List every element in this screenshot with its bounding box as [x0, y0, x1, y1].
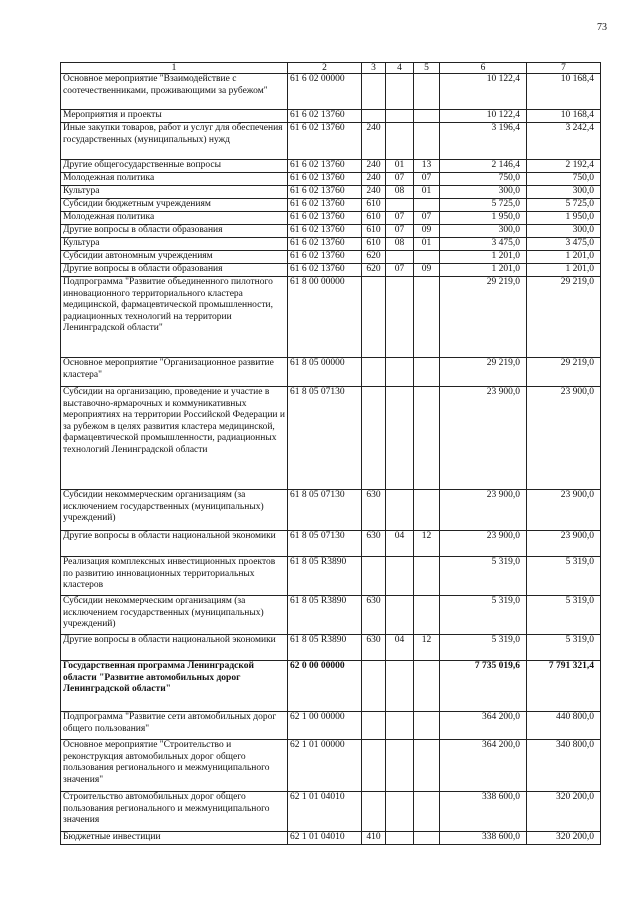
row-subsection: [414, 74, 440, 110]
row-target-code: 61 6 02 13760: [288, 160, 362, 173]
row-name: Молодежная политика: [61, 173, 288, 186]
row-amount-year-1: 338 600,0: [440, 792, 527, 832]
row-name: Молодежная политика: [61, 212, 288, 225]
row-expense-type: [362, 557, 386, 596]
row-expense-type: [362, 110, 386, 123]
row-subsection: 12: [414, 635, 440, 661]
row-expense-type: 240: [362, 173, 386, 186]
table-row: [61, 792, 601, 832]
row-target-code: 62 1 01 04010: [288, 792, 362, 832]
row-amount-year-2: 300,0: [527, 225, 601, 238]
row-target-code: 61 8 05 R3890: [288, 557, 362, 596]
table-row: [61, 225, 601, 238]
row-target-code: 61 8 05 R3890: [288, 596, 362, 635]
row-subsection: [414, 251, 440, 264]
row-name: Культура: [61, 238, 288, 251]
row-name: Мероприятия и проекты: [61, 110, 288, 123]
row-name: Другие вопросы в области национальной экономики: [61, 635, 288, 661]
row-subsection: 01: [414, 186, 440, 199]
table-row: [61, 596, 601, 635]
row-subsection: [414, 199, 440, 212]
column-header: 6: [440, 63, 527, 74]
row-amount-year-1: 29 219,0: [440, 277, 527, 358]
row-amount-year-1: 364 200,0: [440, 740, 527, 792]
row-target-code: 61 6 02 13760: [288, 186, 362, 199]
row-subsection: [414, 387, 440, 490]
row-section: [386, 251, 414, 264]
row-target-code: 62 1 01 00000: [288, 740, 362, 792]
row-name: Бюджетные инвестиции: [61, 832, 288, 845]
row-name: Субсидии некоммерческим организациям (за исключением государственных (муниципальных) учреждений): [61, 596, 288, 635]
row-name: Субсидии некоммерческим организациям (за исключением государственных (муниципальных) учреждений): [61, 490, 288, 531]
row-amount-year-2: 23 900,0: [527, 387, 601, 490]
row-amount-year-2: 5 319,0: [527, 596, 601, 635]
row-amount-year-2: 3 242,4: [527, 123, 601, 160]
row-amount-year-1: 7 735 019,6: [440, 661, 527, 712]
row-section: [386, 123, 414, 160]
row-amount-year-2: 1 201,0: [527, 264, 601, 277]
row-amount-year-1: 3 475,0: [440, 238, 527, 251]
row-expense-type: 240: [362, 160, 386, 173]
row-amount-year-1: 300,0: [440, 186, 527, 199]
table-row: [61, 712, 601, 740]
row-name: Иные закупки товаров, работ и услуг для обеспечения государственных (муниципальных) нужд: [61, 123, 288, 160]
row-amount-year-2: 1 950,0: [527, 212, 601, 225]
row-expense-type: 630: [362, 490, 386, 531]
row-amount-year-2: 300,0: [527, 186, 601, 199]
row-target-code: 61 6 02 13760: [288, 251, 362, 264]
row-amount-year-1: 5 725,0: [440, 199, 527, 212]
row-expense-type: 610: [362, 212, 386, 225]
row-name: Другие вопросы в области национальной экономики: [61, 531, 288, 557]
table-row: [61, 387, 601, 490]
header-row: [61, 63, 601, 74]
row-section: [386, 712, 414, 740]
row-amount-year-1: 2 146,4: [440, 160, 527, 173]
row-section: 08: [386, 186, 414, 199]
row-name: Другие вопросы в области образования: [61, 264, 288, 277]
row-amount-year-1: 364 200,0: [440, 712, 527, 740]
row-subsection: 09: [414, 225, 440, 238]
row-amount-year-1: 10 122,4: [440, 110, 527, 123]
row-name: Основное мероприятие "Строительство и реконструкция автомобильных дорог общего пользования регионального и межмуниципального значения": [61, 740, 288, 792]
row-amount-year-1: 5 319,0: [440, 557, 527, 596]
page-number: 73: [597, 22, 607, 33]
row-amount-year-1: 750,0: [440, 173, 527, 186]
table-row: [61, 212, 601, 225]
table-row: [61, 123, 601, 160]
row-section: [386, 387, 414, 490]
table-row: [61, 160, 601, 173]
table-row: [61, 531, 601, 557]
row-name: Субсидии на организацию, проведение и участие в выставочно-ярмарочных и коммуникативных мероприятиях на территории Российской Федерации и за рубежом в целях развития кластера медицинской, фармацевтической промышленности, радиационных технологий Ленинградской области: [61, 387, 288, 490]
row-section: [386, 740, 414, 792]
row-target-code: 61 6 02 00000: [288, 74, 362, 110]
table-row: [61, 557, 601, 596]
row-target-code: 62 1 01 04010: [288, 832, 362, 845]
row-target-code: 61 8 05 00000: [288, 358, 362, 387]
row-amount-year-2: 1 201,0: [527, 251, 601, 264]
row-section: [386, 110, 414, 123]
row-section: 07: [386, 212, 414, 225]
row-expense-type: 410: [362, 832, 386, 845]
row-expense-type: [362, 712, 386, 740]
column-header: 5: [414, 63, 440, 74]
row-subsection: [414, 661, 440, 712]
row-expense-type: 240: [362, 123, 386, 160]
row-section: 07: [386, 173, 414, 186]
row-section: [386, 557, 414, 596]
budget-table: [60, 62, 601, 845]
column-header: 3: [362, 63, 386, 74]
row-target-code: 61 6 02 13760: [288, 212, 362, 225]
table-row: [61, 238, 601, 251]
row-expense-type: [362, 661, 386, 712]
row-section: [386, 596, 414, 635]
row-expense-type: 630: [362, 596, 386, 635]
table-row: [61, 490, 601, 531]
row-expense-type: [362, 740, 386, 792]
row-name: Государственная программа Ленинградской области "Развитие автомобильных дорог Ленинградской области": [61, 661, 288, 712]
table-row: [61, 74, 601, 110]
row-amount-year-1: 1 950,0: [440, 212, 527, 225]
row-name: Культура: [61, 186, 288, 199]
row-subsection: [414, 110, 440, 123]
row-subsection: [414, 596, 440, 635]
row-amount-year-2: 29 219,0: [527, 277, 601, 358]
row-target-code: 61 6 02 13760: [288, 225, 362, 238]
row-subsection: 13: [414, 160, 440, 173]
row-name: Строительство автомобильных дорог общего пользования регионального и межмуниципального значения: [61, 792, 288, 832]
row-amount-year-1: 1 201,0: [440, 251, 527, 264]
row-subsection: [414, 490, 440, 531]
row-name: Другие общегосударственные вопросы: [61, 160, 288, 173]
table-row: [61, 661, 601, 712]
row-subsection: [414, 277, 440, 358]
row-target-code: 61 8 05 R3890: [288, 635, 362, 661]
row-section: 04: [386, 531, 414, 557]
row-expense-type: 630: [362, 531, 386, 557]
row-amount-year-1: 300,0: [440, 225, 527, 238]
column-header: 7: [527, 63, 601, 74]
table-row: [61, 264, 601, 277]
row-target-code: 61 6 02 13760: [288, 199, 362, 212]
column-header: 1: [61, 63, 288, 74]
row-target-code: 61 6 02 13760: [288, 238, 362, 251]
row-section: [386, 74, 414, 110]
row-amount-year-1: 10 122,4: [440, 74, 527, 110]
row-amount-year-2: 5 319,0: [527, 635, 601, 661]
row-amount-year-2: 10 168,4: [527, 74, 601, 110]
row-name: Реализация комплексных инвестиционных проектов по развитию инновационных территориальных кластеров: [61, 557, 288, 596]
row-amount-year-2: 2 192,4: [527, 160, 601, 173]
row-name: Другие вопросы в области образования: [61, 225, 288, 238]
row-target-code: 61 8 05 07130: [288, 387, 362, 490]
row-expense-type: 610: [362, 225, 386, 238]
column-header: 2: [288, 63, 362, 74]
row-name: Подпрограмма "Развитие объединенного пилотного инновационного территориального кластера медицинской, фармацевтической промышленности, радиационных технологий на территории Ленинградской области": [61, 277, 288, 358]
row-target-code: 61 8 05 07130: [288, 531, 362, 557]
row-section: [386, 277, 414, 358]
row-subsection: 07: [414, 173, 440, 186]
row-expense-type: [362, 387, 386, 490]
row-amount-year-2: 10 168,4: [527, 110, 601, 123]
row-expense-type: [362, 358, 386, 387]
row-expense-type: 610: [362, 199, 386, 212]
row-amount-year-2: 750,0: [527, 173, 601, 186]
row-name: Основное мероприятие "Взаимодействие с соотечественниками, проживающими за рубежом": [61, 74, 288, 110]
table-row: [61, 110, 601, 123]
row-amount-year-1: 23 900,0: [440, 490, 527, 531]
row-subsection: [414, 740, 440, 792]
row-amount-year-1: 29 219,0: [440, 358, 527, 387]
row-section: [386, 199, 414, 212]
row-section: 01: [386, 160, 414, 173]
row-amount-year-2: 320 200,0: [527, 792, 601, 832]
row-amount-year-1: 338 600,0: [440, 832, 527, 845]
row-subsection: [414, 792, 440, 832]
table-row: [61, 832, 601, 845]
table-row: [61, 199, 601, 212]
row-amount-year-2: 440 800,0: [527, 712, 601, 740]
row-expense-type: 240: [362, 186, 386, 199]
column-header: 4: [386, 63, 414, 74]
row-amount-year-1: 23 900,0: [440, 387, 527, 490]
row-expense-type: [362, 74, 386, 110]
row-expense-type: 630: [362, 635, 386, 661]
row-section: 07: [386, 264, 414, 277]
row-subsection: [414, 557, 440, 596]
table-row: [61, 358, 601, 387]
row-expense-type: [362, 792, 386, 832]
row-amount-year-1: 23 900,0: [440, 531, 527, 557]
row-target-code: 61 8 00 00000: [288, 277, 362, 358]
row-amount-year-2: 340 800,0: [527, 740, 601, 792]
row-amount-year-2: 3 475,0: [527, 238, 601, 251]
row-target-code: 61 6 02 13760: [288, 264, 362, 277]
row-target-code: 61 6 02 13760: [288, 110, 362, 123]
row-subsection: 07: [414, 212, 440, 225]
row-amount-year-1: 1 201,0: [440, 264, 527, 277]
table-row: [61, 173, 601, 186]
row-section: 04: [386, 635, 414, 661]
row-amount-year-1: 3 196,4: [440, 123, 527, 160]
row-amount-year-2: 7 791 321,4: [527, 661, 601, 712]
row-subsection: 12: [414, 531, 440, 557]
row-section: 08: [386, 238, 414, 251]
row-amount-year-1: 5 319,0: [440, 596, 527, 635]
row-expense-type: [362, 277, 386, 358]
row-amount-year-2: 320 200,0: [527, 832, 601, 845]
row-target-code: 61 6 02 13760: [288, 173, 362, 186]
table-row: [61, 251, 601, 264]
row-amount-year-2: 5 725,0: [527, 199, 601, 212]
row-amount-year-2: 23 900,0: [527, 531, 601, 557]
row-amount-year-2: 29 219,0: [527, 358, 601, 387]
row-target-code: 61 8 05 07130: [288, 490, 362, 531]
row-subsection: [414, 358, 440, 387]
row-section: [386, 358, 414, 387]
table-row: [61, 186, 601, 199]
row-section: [386, 792, 414, 832]
row-amount-year-2: 23 900,0: [527, 490, 601, 531]
row-section: [386, 832, 414, 845]
row-subsection: 01: [414, 238, 440, 251]
row-subsection: [414, 832, 440, 845]
row-name: Основное мероприятие "Организационное развитие кластера": [61, 358, 288, 387]
row-target-code: 62 0 00 00000: [288, 661, 362, 712]
table-row: [61, 277, 601, 358]
row-subsection: [414, 712, 440, 740]
row-amount-year-1: 5 319,0: [440, 635, 527, 661]
row-name: Подпрограмма "Развитие сети автомобильных дорог общего пользования": [61, 712, 288, 740]
row-target-code: 61 6 02 13760: [288, 123, 362, 160]
table-row: [61, 740, 601, 792]
row-target-code: 62 1 00 00000: [288, 712, 362, 740]
table-row: [61, 635, 601, 661]
row-expense-type: 620: [362, 264, 386, 277]
row-subsection: 09: [414, 264, 440, 277]
row-section: [386, 490, 414, 531]
row-name: Субсидии бюджетным учреждениям: [61, 199, 288, 212]
row-amount-year-2: 5 319,0: [527, 557, 601, 596]
row-subsection: [414, 123, 440, 160]
row-expense-type: 610: [362, 238, 386, 251]
row-name: Субсидии автономным учреждениям: [61, 251, 288, 264]
row-expense-type: 620: [362, 251, 386, 264]
row-section: [386, 661, 414, 712]
row-section: 07: [386, 225, 414, 238]
